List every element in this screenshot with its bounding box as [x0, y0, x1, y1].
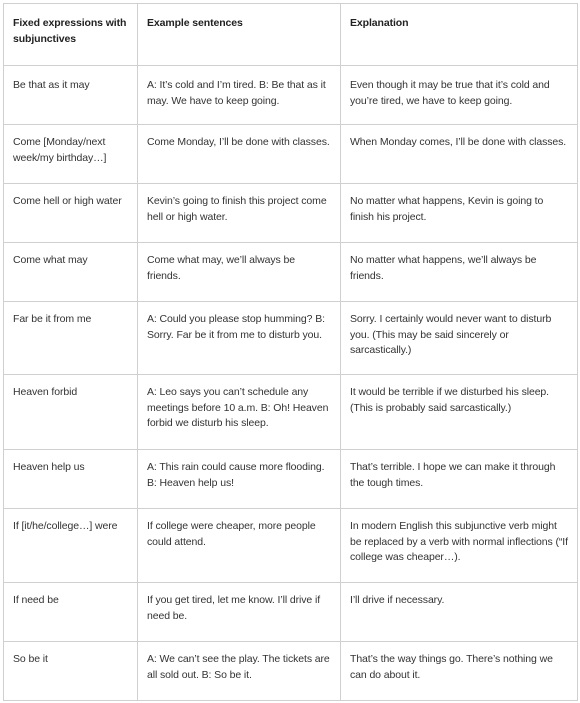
table-row — [4, 642, 578, 701]
explanation-cell: I’ll drive if necessary. — [341, 583, 578, 642]
expression-cell: Come [Monday/next week/my birthday…] — [4, 125, 138, 184]
example-cell: If you get tired, let me know. I’ll drive if need be. — [138, 583, 341, 642]
expression-cell: Heaven forbid — [4, 375, 138, 450]
column-header-explanation: Explanation — [341, 4, 578, 66]
explanation-cell: It would be terrible if we disturbed his sleep. (This is probably said sarcastically.) — [341, 375, 578, 450]
expression-cell: Come what may — [4, 243, 138, 302]
table-row — [4, 302, 578, 375]
explanation-cell: Sorry. I certainly would never want to disturb you. (This may be said sincerely or sarcastically.) — [341, 302, 578, 375]
expression-cell: Heaven help us — [4, 450, 138, 509]
expression-cell: Far be it from me — [4, 302, 138, 375]
explanation-cell: When Monday comes, I’ll be done with classes. — [341, 125, 578, 184]
table-row — [4, 450, 578, 509]
expression-cell: So be it — [4, 642, 138, 701]
explanation-cell: In modern English this subjunctive verb might be replaced by a verb with normal inflections (“If college was cheaper…). — [341, 509, 578, 583]
table-row — [4, 243, 578, 302]
example-cell: A: We can’t see the play. The tickets are all sold out. B: So be it. — [138, 642, 341, 701]
expression-cell: Be that as it may — [4, 66, 138, 125]
explanation-cell: That’s terrible. I hope we can make it through the tough times. — [341, 450, 578, 509]
table-row — [4, 509, 578, 583]
explanation-cell: No matter what happens, Kevin is going to finish his project. — [341, 184, 578, 243]
example-cell: Come Monday, I’ll be done with classes. — [138, 125, 341, 184]
table-row — [4, 66, 578, 125]
expression-cell: If [it/he/college…] were — [4, 509, 138, 583]
table-row — [4, 184, 578, 243]
column-header-example: Example sentences — [138, 4, 341, 66]
column-header-expression: Fixed expressions with subjunctives — [4, 4, 138, 66]
example-cell: A: Could you please stop humming? B: Sorry. Far be it from me to disturb you. — [138, 302, 341, 375]
explanation-cell: No matter what happens, we’ll always be friends. — [341, 243, 578, 302]
example-cell: A: Leo says you can’t schedule any meetings before 10 a.m. B: Oh! Heaven forbid we disturb his sleep. — [138, 375, 341, 450]
table-row — [4, 375, 578, 450]
example-cell: If college were cheaper, more people could attend. — [138, 509, 341, 583]
table-header-row — [4, 4, 578, 66]
explanation-cell: Even though it may be true that it’s cold and you’re tired, we have to keep going. — [341, 66, 578, 125]
example-cell: A: This rain could cause more flooding. B: Heaven help us! — [138, 450, 341, 509]
example-cell: A: It’s cold and I’m tired. B: Be that as it may. We have to keep going. — [138, 66, 341, 125]
example-cell: Come what may, we’ll always be friends. — [138, 243, 341, 302]
table-row — [4, 583, 578, 642]
expression-cell: Come hell or high water — [4, 184, 138, 243]
subjunctive-expressions-table — [3, 3, 578, 701]
example-cell: Kevin’s going to finish this project come hell or high water. — [138, 184, 341, 243]
table-row — [4, 125, 578, 184]
expression-cell: If need be — [4, 583, 138, 642]
explanation-cell: That’s the way things go. There’s nothing we can do about it. — [341, 642, 578, 701]
subjunctive-expressions-table-container — [3, 3, 577, 701]
